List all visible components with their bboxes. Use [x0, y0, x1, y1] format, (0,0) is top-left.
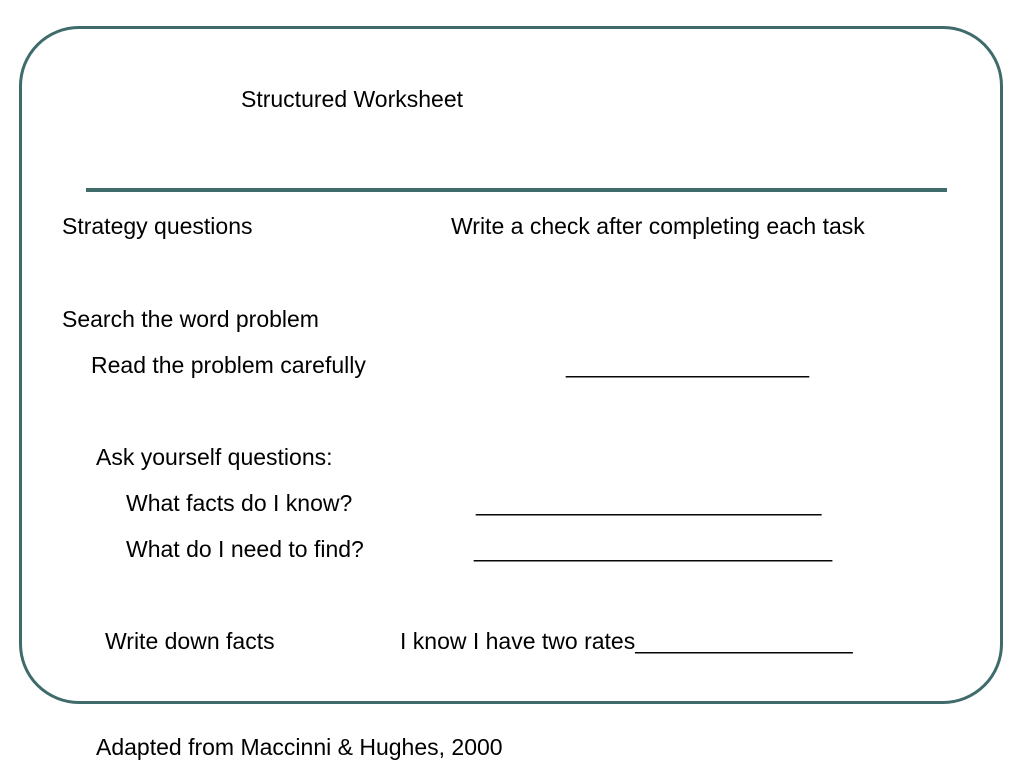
write-down-facts-step: Write down facts — [105, 628, 275, 654]
page-title: Structured Worksheet — [241, 86, 464, 112]
search-problem-step: Search the word problem — [62, 306, 319, 332]
strategy-questions-header: Strategy questions — [62, 213, 253, 239]
ask-questions-step: Ask yourself questions: — [96, 444, 333, 470]
facts-answer-blank: ___________________________ — [476, 490, 822, 516]
read-check-blank: ___________________ — [566, 352, 810, 378]
find-question: What do I need to find? — [126, 536, 364, 562]
two-rates-blank: I know I have two rates_________________ — [400, 628, 853, 654]
facts-question: What facts do I know? — [126, 490, 353, 516]
read-carefully-step: Read the problem carefully — [91, 352, 366, 378]
check-column-header: Write a check after completing each task — [451, 213, 865, 239]
citation: Adapted from Maccinni & Hughes, 2000 — [96, 734, 503, 760]
title-divider — [86, 188, 947, 192]
find-answer-blank: ____________________________ — [474, 536, 833, 562]
